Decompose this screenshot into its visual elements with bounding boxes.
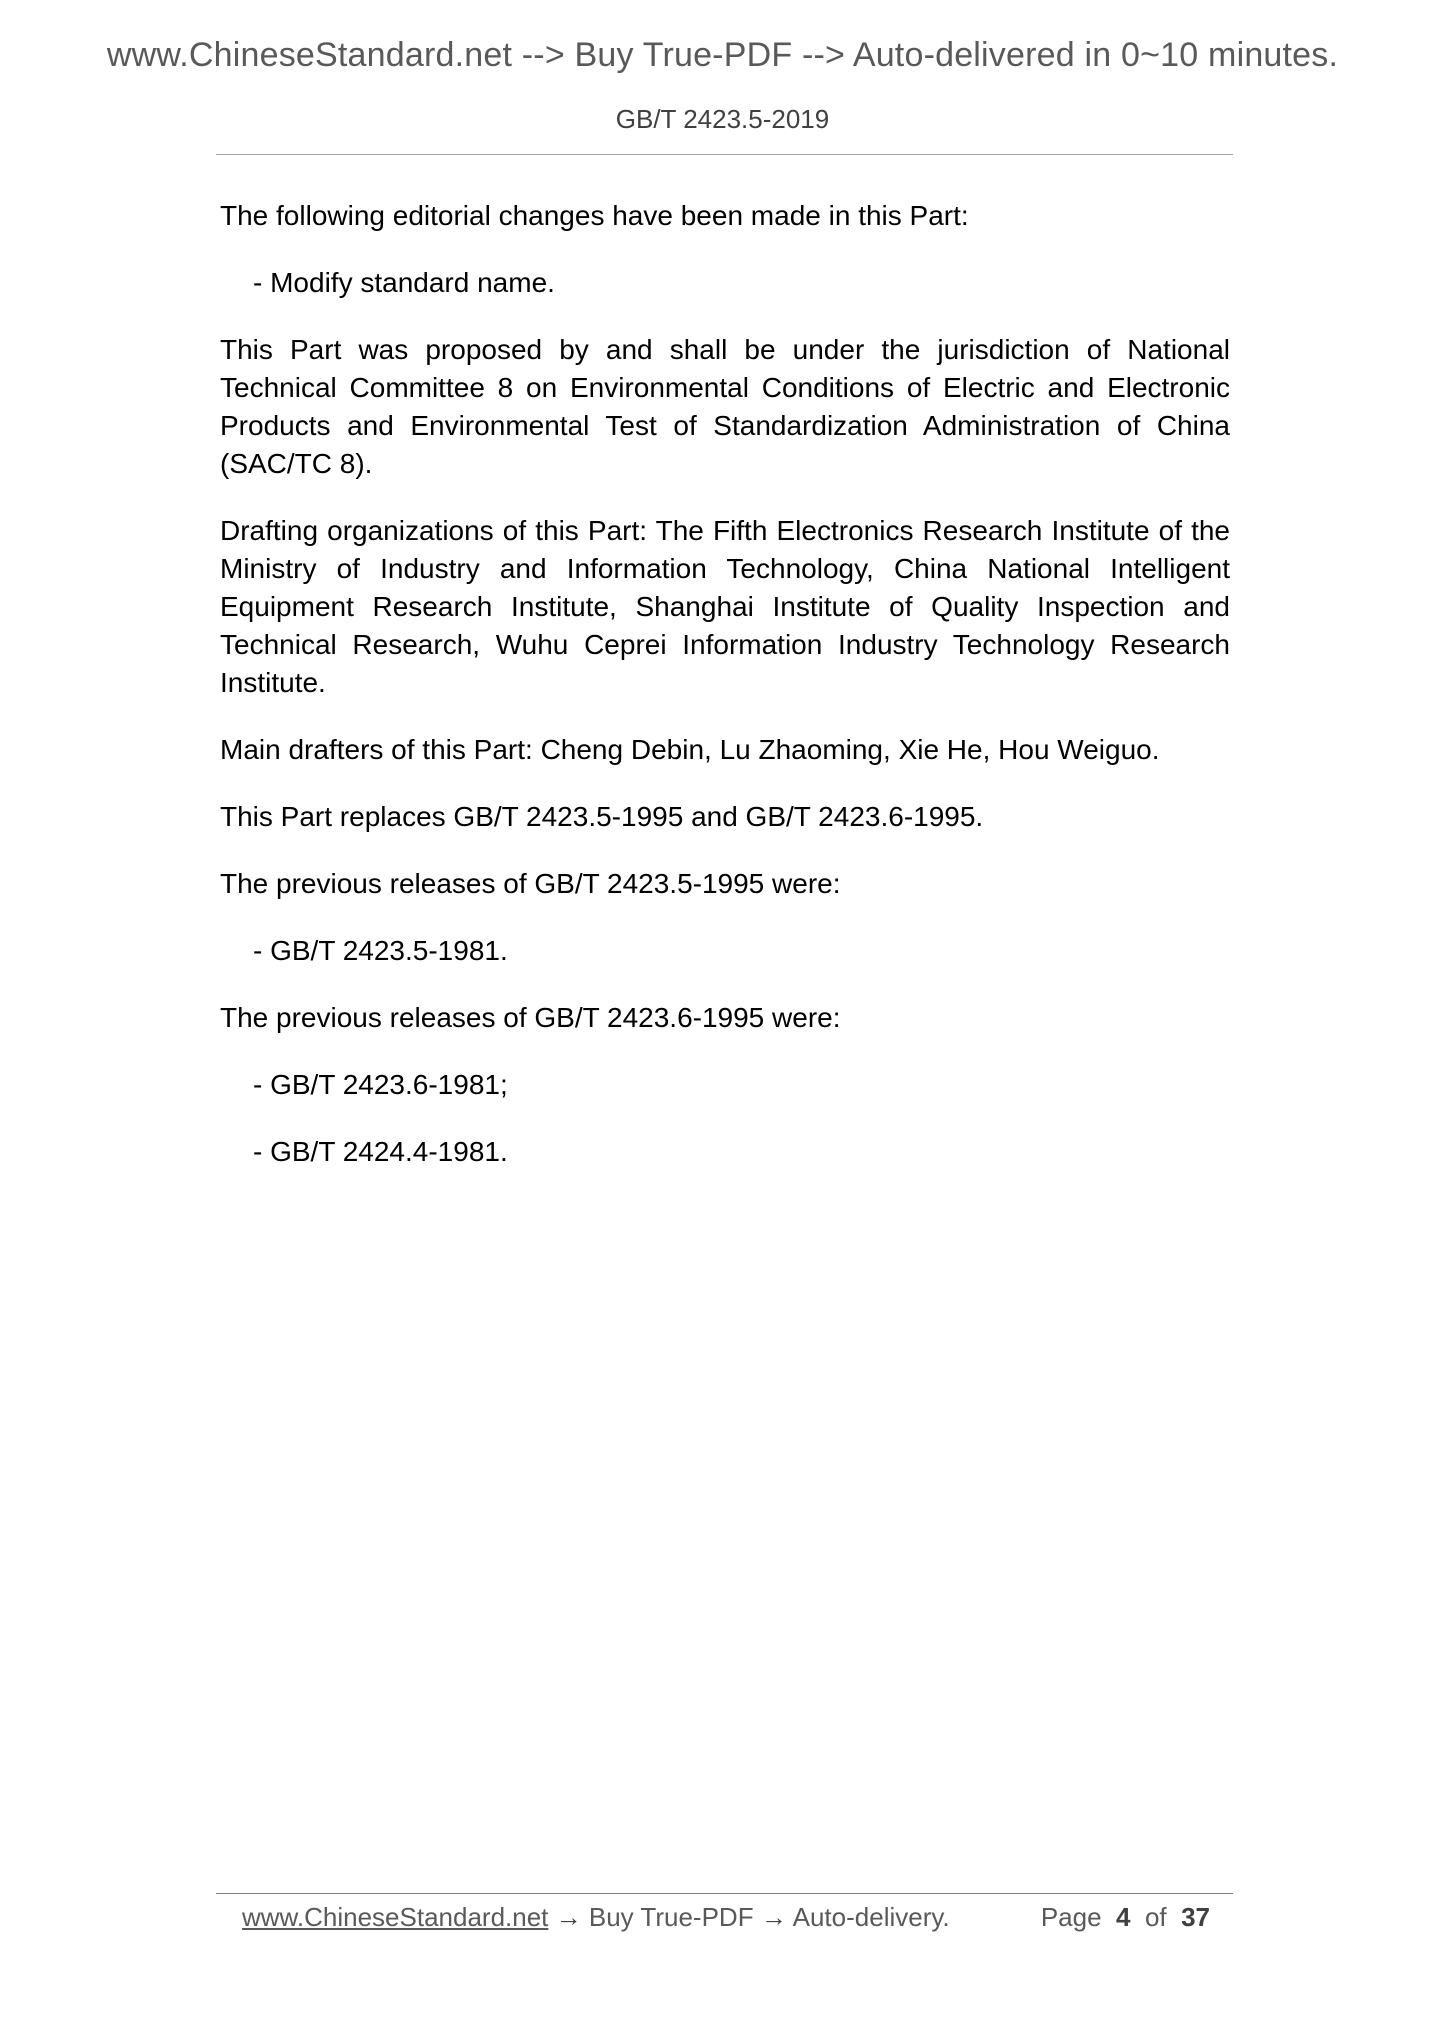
of-label: of <box>1144 1902 1167 1932</box>
list-item: - GB/T 2423.6-1981; <box>253 1069 508 1100</box>
arrow-icon: → <box>760 1902 787 1932</box>
paragraph-proposed-by: This Part was proposed by and shall be under the jurisdiction of National Technical Committee 8 on Environmental Conditions of Electric and Electronic Products and Environmental Test of Standardization Administration of China (SAC/TC 8). <box>220 334 1230 479</box>
footer-delivery-text: Auto-delivery. <box>792 1902 950 1932</box>
paragraph-drafting-organizations: Drafting organizations of this Part: The Fifth Electronics Research Institute of the Ministry of Industry and Information Technology, China National Intelligent Equipment Research Institute, Shanghai Institute of Quality Inspection and Technical Research, Wuhu Ceprei Information Industry Technology Research Institute. <box>220 515 1230 698</box>
arrow-icon: → <box>555 1902 582 1932</box>
list-item: - Modify standard name. <box>253 267 555 298</box>
page-indicator <box>1041 1902 1210 1933</box>
paragraph-replaces: This Part replaces GB/T 2423.5-1995 and GB/T 2423.6-1995. <box>220 801 984 832</box>
footer-divider <box>216 1893 1233 1894</box>
page-label: Page <box>1040 1902 1102 1932</box>
list-item: - GB/T 2424.4-1981. <box>253 1136 508 1167</box>
page-footer <box>242 1902 1210 1933</box>
list-item: - GB/T 2423.5-1981. <box>253 935 508 966</box>
paragraph-previous-releases-5: The previous releases of GB/T 2423.5-1995 were: <box>220 868 841 899</box>
document-body <box>220 197 1230 1200</box>
top-banner: www.ChineseStandard.net --> Buy True-PDF --> Auto-delivered in 0~10 minutes. <box>106 36 1339 74</box>
document-id: GB/T 2423.5-2019 <box>615 104 830 134</box>
paragraph-main-drafters: Main drafters of this Part: Cheng Debin, Lu Zhaoming, Xie He, Hou Weiguo. <box>220 734 1160 765</box>
page-total: 37 <box>1181 1902 1210 1932</box>
paragraph-previous-releases-6: The previous releases of GB/T 2423.6-1995 were: <box>220 1002 841 1033</box>
footer-buy-text: Buy True-PDF <box>588 1902 754 1932</box>
paragraph-editorial-changes: The following editorial changes have been made in this Part: <box>220 200 969 231</box>
header-divider <box>216 154 1233 155</box>
page-number: 4 <box>1116 1902 1131 1932</box>
footer-site-link[interactable]: www.ChineseStandard.net <box>242 1902 549 1932</box>
